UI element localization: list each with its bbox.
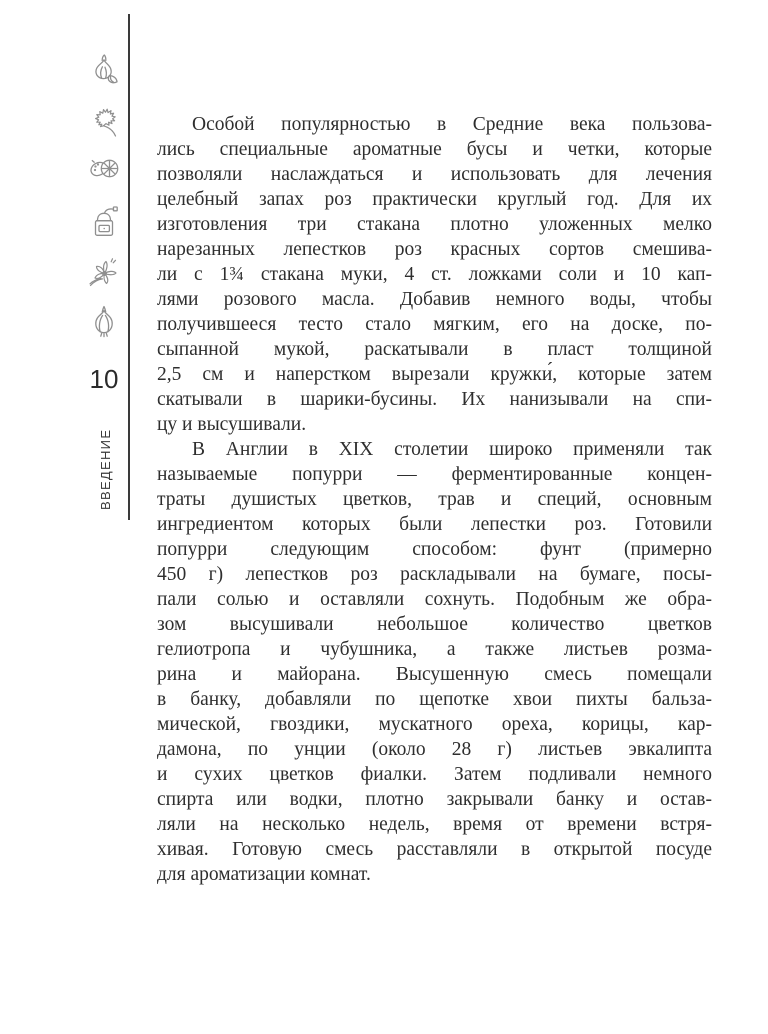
sidebar-divider — [128, 14, 130, 520]
text-line: Особой популярностью в Средние века пользова- — [192, 114, 712, 135]
text-line: в банку, добавляли по щепотке хвои пихты бальза- — [157, 689, 712, 710]
vanilla-flower-icon — [84, 250, 124, 290]
text-line: ингредиентом которых были лепестки роз. Готовили — [157, 514, 712, 535]
parsley-icon — [84, 101, 124, 141]
text-line: лями розового масла. Добавив немного воды, чтобы — [157, 289, 712, 310]
text-line: пали солью и оставляли сохнуть. Подобным же обра- — [157, 589, 712, 610]
section-label: ВВЕДЕНИЕ — [98, 428, 113, 510]
spice-grinder-icon — [84, 200, 124, 240]
text-line: 450 г) лепестков роз раскладывали на бумаге, посы- — [157, 564, 712, 585]
text-line: называемые попурри — ферментированные концен- — [157, 464, 712, 485]
lemon-slice-icon — [84, 149, 124, 189]
text-line: ли с 1¾ стакана муки, 4 ст. ложками соли и 10 кап- — [157, 264, 712, 285]
body-text — [157, 112, 712, 887]
page-number: 10 — [89, 364, 119, 394]
text-line: нарезанных лепестков роз красных сортов смешива- — [157, 239, 712, 260]
text-line: сыпанной мукой, раскатывали в пласт толщиной — [157, 339, 712, 360]
garlic-icon — [84, 51, 124, 91]
text-line: для ароматизации комнат. — [157, 864, 371, 885]
text-line: лись специальные ароматные бусы и четки, которые — [157, 139, 712, 160]
text-line: гелиотропа и чубушника, а также листьев розма- — [157, 639, 712, 660]
text-line: 2,5 см и наперстком вырезали кружки́, которые затем — [157, 364, 712, 385]
text-line: хивая. Готовую смесь расставляли в открытой посуде — [157, 839, 712, 860]
text-line: зом высушивали небольшое количество цветков — [157, 614, 712, 635]
text-line: рина и майорана. Высушенную смесь помещали — [157, 664, 712, 685]
text-line: спирта или водки, плотно закрывали банку и остав- — [157, 789, 712, 810]
text-line: мической, гвоздики, мускатного ореха, корицы, кар- — [157, 714, 712, 735]
text-line: изготовления три стакана плотно уложенных мелко — [157, 214, 712, 235]
text-line: дамона, по унции (около 28 г) листьев эвкалипта — [157, 739, 712, 760]
text-line: траты душистых цветков, трав и специй, основным — [157, 489, 712, 510]
text-line: В Англии в XIX столетии широко применяли так — [192, 439, 712, 460]
text-line: получившееся тесто стало мягким, его на доске, по- — [157, 314, 712, 335]
text-line: скатывали в шарики-бусины. Их нанизывали на спи- — [157, 389, 712, 410]
text-line: попурри следующим способом: фунт (примерно — [157, 539, 712, 560]
text-line: цу и высушивали. — [157, 414, 307, 435]
onion-icon — [84, 299, 124, 339]
text-line: ляли на несколько недель, время от времени встря- — [157, 814, 712, 835]
text-line: и сухих цветков фиалки. Затем подливали немного — [157, 764, 712, 785]
text-line: позволяли наслаждаться и использовать для лечения — [157, 164, 712, 185]
text-line: целебный запах роз практически круглый год. Для их — [157, 189, 712, 210]
